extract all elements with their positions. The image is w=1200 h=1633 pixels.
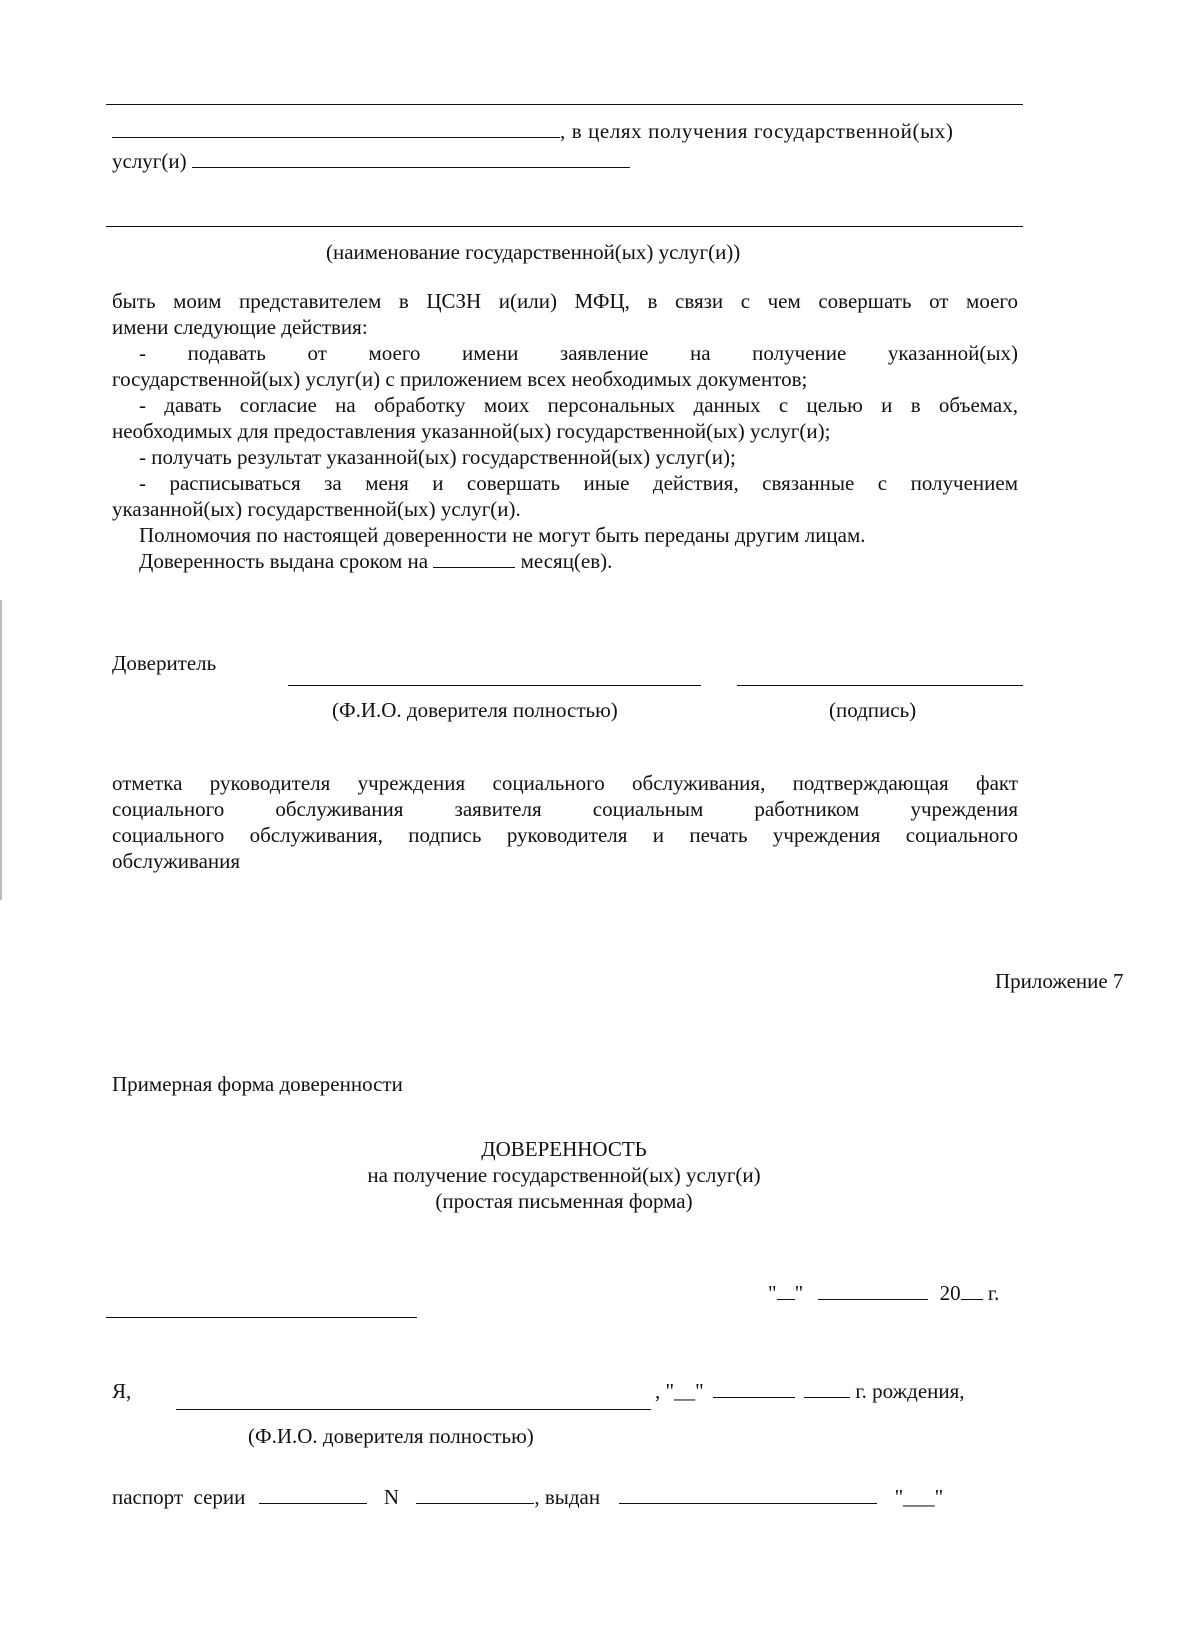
authority-block [112,288,1018,574]
principal-fio-caption: (Ф.И.О. доверителя полностью) [332,698,618,722]
item-consent-line-2: необходимых для предоставления указанной(ых) государственной(ых) услуг(и); [112,419,831,443]
intro-line-1: быть моим представителем в ЦСЗН и(или) МФЦ, в связи с чем совершать от моего [112,289,1018,313]
passport-issuer-blank[interactable] [619,1485,877,1504]
purpose-text: , в целях получения государственной(ых) [560,119,954,143]
services-prefix: услуг(и) [112,149,187,173]
service-name-caption: (наименование государственной(ых) услуг(и)) [326,240,741,264]
passport-series-label: паспорт серии [112,1485,246,1509]
ya-label: Я, [112,1379,132,1403]
principal-fio-rule[interactable] [288,685,701,686]
term-prefix: Доверенность выдана сроком на [139,549,429,573]
passport-line [112,1484,943,1510]
birth-suffix: г. рождения, [855,1379,965,1403]
item-sign-line-2: указанной(ых) государственной(ых) услуг(и). [112,497,521,521]
doc-subtitle: на получение государственной(ых) услуг(и) [367,1163,761,1187]
birth-line [655,1378,965,1404]
services-blank[interactable] [192,149,630,168]
social-service-note [112,770,1018,874]
term-suffix: месяц(ев). [520,549,613,573]
date-year-prefix: 20 [939,1281,961,1305]
issue-date-quotes: "___" [894,1485,944,1509]
services-line [112,148,630,174]
form-title: Примерная форма доверенности [112,1072,403,1096]
date-year-suffix: г. [987,1281,1000,1305]
purpose-line [112,118,953,144]
note-line-3: социального обслуживания, подпись руководителя и печать учреждения социального [112,823,1018,847]
principal-sign-caption: (подпись) [829,698,917,722]
place-rule[interactable] [106,1317,417,1318]
ya-fio-rule[interactable] [176,1409,651,1410]
note-line-4: обслуживания [112,849,241,873]
note-line-1: отметка руководителя учреждения социального обслуживания, подтверждающая факт [112,771,1018,795]
note-line-2: социального обслуживания заявителя социальным работником учреждения [112,797,1018,821]
passport-series-blank[interactable] [259,1485,367,1504]
date-day-blank[interactable] [777,1281,795,1300]
doc-form-type: (простая письменная форма) [435,1189,693,1213]
item-submit-line-2: государственной(ых) услуг(и) с приложением всех необходимых документов; [112,367,808,391]
term-months-blank[interactable] [433,549,515,568]
no-transfer-clause: Полномочия по настоящей доверенности не могут быть переданы другим лицам. [139,523,866,547]
item-sign-line-1: - расписываться за меня и совершать иные действия, связанные с получением [139,471,1018,495]
service-name-rule [106,226,1023,227]
principal-blank[interactable] [112,119,560,138]
birth-quotes: , "__" [655,1379,704,1403]
passport-issued-label: , выдан [534,1485,601,1509]
term-line [112,548,1018,574]
appendix-label: Приложение 7 [995,969,1124,993]
date-year-blank[interactable] [961,1281,983,1300]
passport-number-blank[interactable] [416,1485,534,1504]
doc-title: ДОВЕРЕННОСТЬ [481,1137,647,1161]
top-rule [106,104,1023,105]
date-month-blank[interactable] [818,1281,928,1300]
principal-label: Доверитель [112,651,217,675]
date-close-quote: " [794,1281,804,1305]
ya-fio-caption: (Ф.И.О. доверителя полностью) [248,1424,534,1448]
scan-edge [0,600,2,900]
date-line [768,1280,999,1306]
passport-number-label: N [383,1485,400,1509]
item-receive: - получать результат указанной(ых) государственной(ых) услуг(и); [139,445,736,469]
principal-signature-rule[interactable] [737,685,1023,686]
birth-month-blank[interactable] [713,1379,795,1398]
date-open-quote: " [768,1281,777,1305]
item-submit-line-1: - подавать от моего имени заявление на получение указанной(ых) [139,341,1018,365]
item-consent-line-1: - давать согласие на обработку моих персональных данных с целью и в объемах, [139,393,1018,417]
intro-line-2: имени следующие действия: [112,315,368,339]
birth-year-blank[interactable] [804,1379,850,1398]
